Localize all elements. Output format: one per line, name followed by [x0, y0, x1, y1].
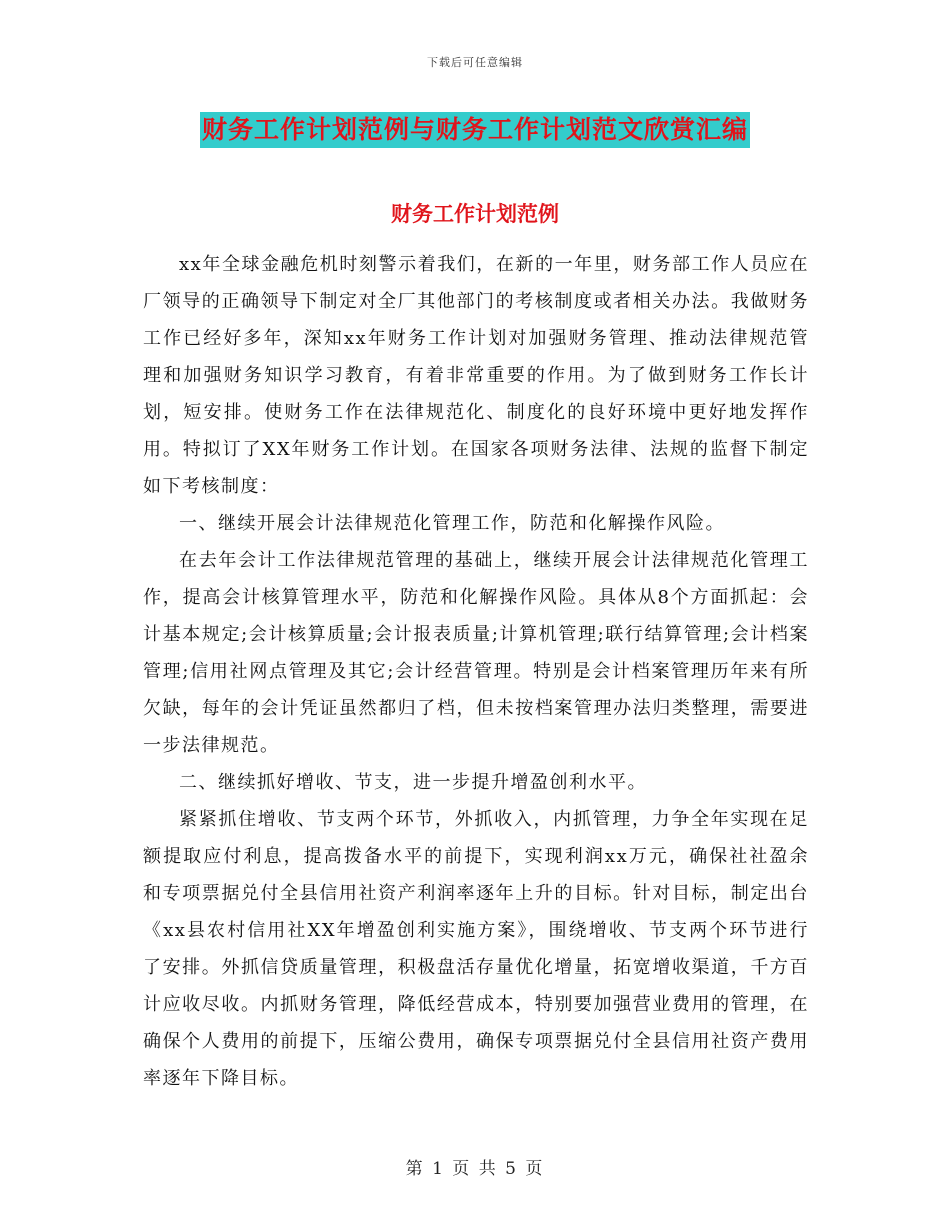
paragraph: 二、继续抓好增收、节支，进一步提升增盈创利水平。: [179, 772, 647, 793]
paragraph: xx年全球金融危机时刻警示着我们，在新的一年里，财务部工作人员应在厂领导的正确领导下制定对全厂其他部门的考核制度或者相关办法。我做财务工作已经好多年，深知xx年财务工作计划对加强财务管理、推动法律规范管理和加强财务知识学习教育，有着非常重要的作用。为了做到财务工作长计划，短安排。使财务工作在法律规范化、制度化的良好环境中更好地发挥作用。特拟订了XX年财务工作计划。在国家各项财务法律、法规的监督下制定如下考核制度：: [143, 254, 809, 497]
page-header-note: 下载后可任意编辑: [427, 56, 523, 69]
paragraph: 在去年会计工作法律规范管理的基础上，继续开展会计法律规范化管理工作，提高会计核算管理水平，防范和化解操作风险。具体从8个方面抓起：会计基本规定;会计核算质量;会计报表质量;计算机管理;联行结算管理;会计档案管理;信用社网点管理及其它;会计经营管理。特别是会计档案管理历年来有所欠缺，每年的会计凭证虽然都归了档，但未按档案管理办法归类整理，需要进一步法律规范。: [143, 550, 809, 756]
page-number: 第 1 页 共 5 页: [405, 1159, 545, 1179]
paragraph: 一、继续开展会计法律规范化管理工作，防范和化解操作风险。: [179, 513, 725, 534]
document-title: 财务工作计划范例与财务工作计划范文欣赏汇编: [200, 112, 750, 148]
paragraph: 紧紧抓住增收、节支两个环节，外抓收入，内抓管理，力争全年实现在足额提取应付利息，提高拨备水平的前提下，实现利润xx万元，确保社社盈余和专项票据兑付全县信用社资产利润率逐年上升的目标。针对目标，制定出台《xx县农村信用社XX年增盈创利实施方案》，围绕增收、节支两个环节进行了安排。外抓信贷质量管理，积极盘活存量优化增量，拓宽增收渠道，千方百计应收尽收。内抓财务管理，降低经营成本，特别要加强营业费用的管理，在确保个人费用的前提下，压缩公费用，确保专项票据兑付全县信用社资产费用率逐年下降目标。: [143, 809, 809, 1089]
document-title-container: [0, 112, 950, 148]
section-title: 财务工作计划范例: [391, 201, 559, 226]
document-body: [143, 246, 809, 1097]
